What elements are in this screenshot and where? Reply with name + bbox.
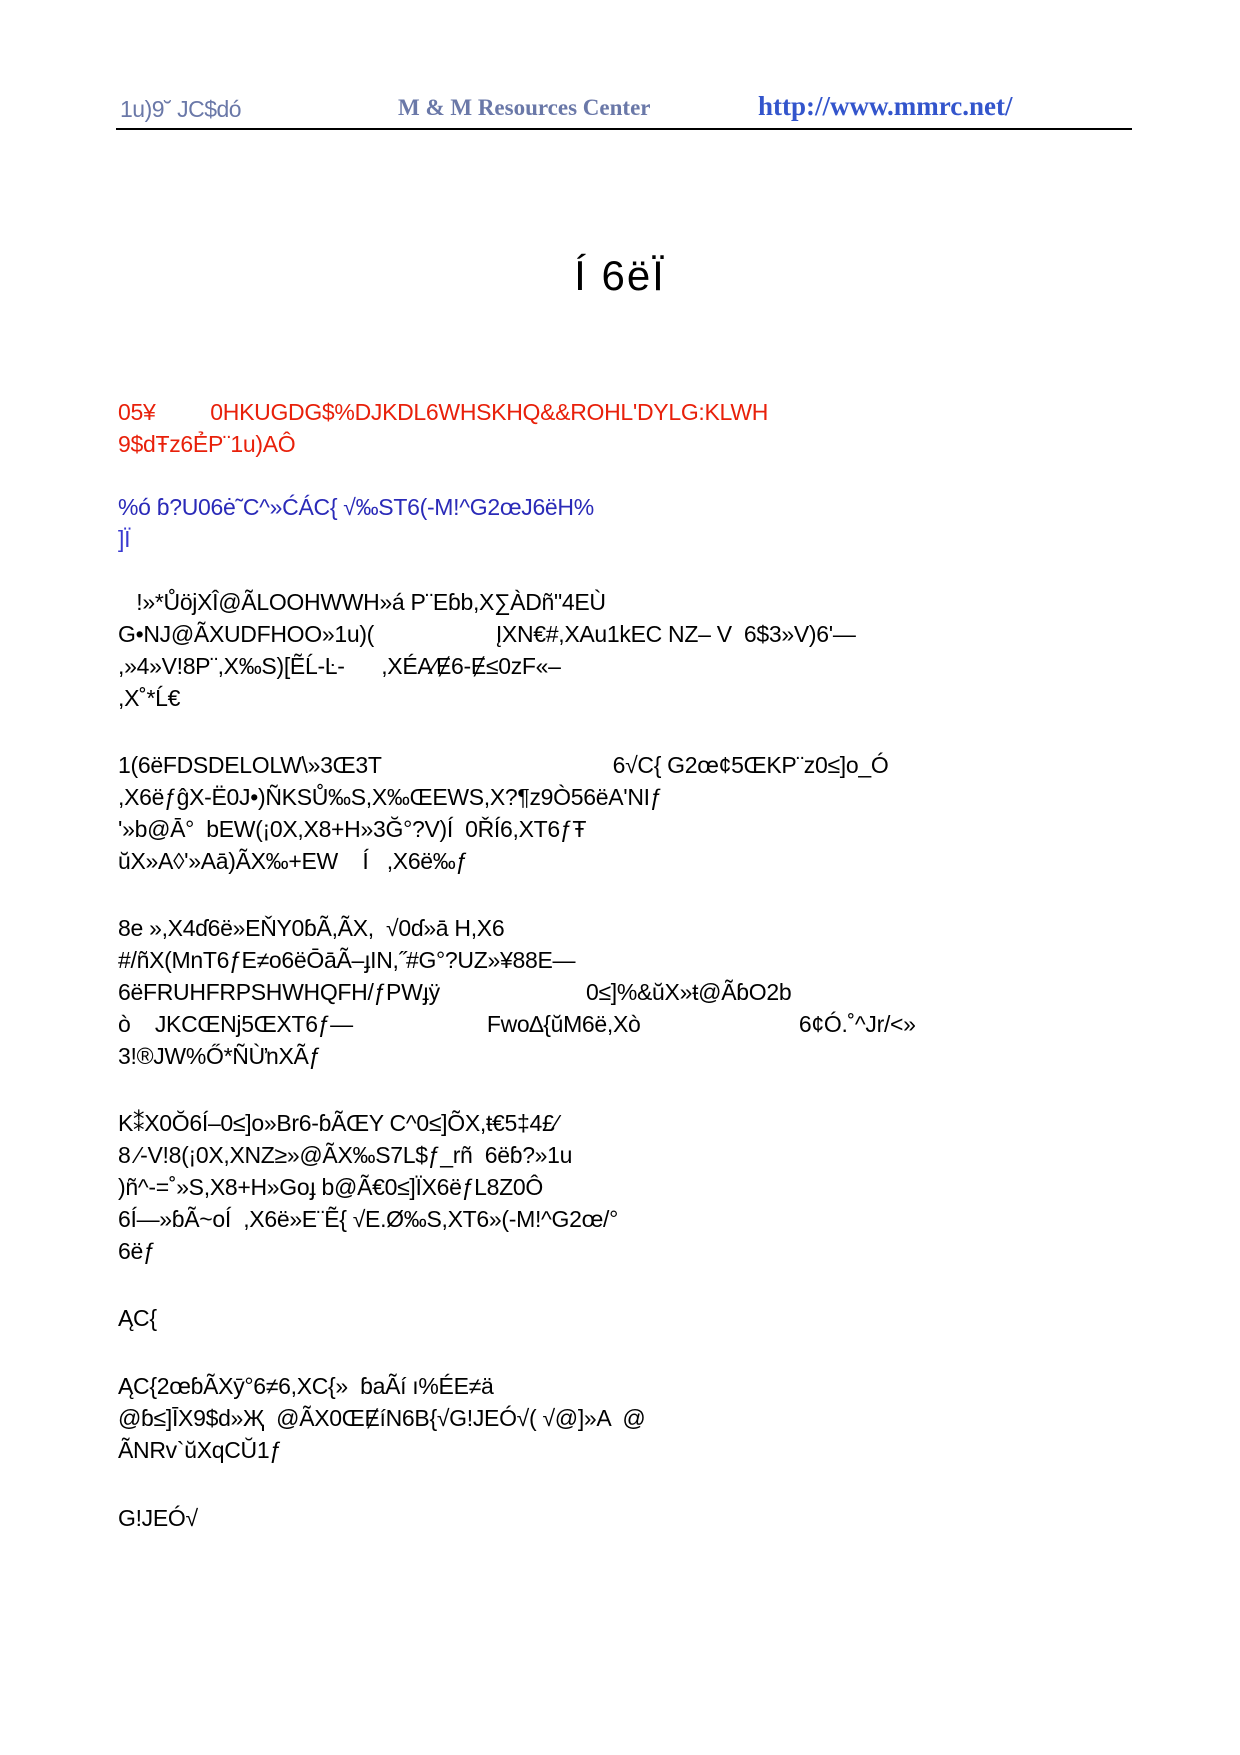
paragraph-3-line-1: 8e »,X4ɗ6ë»EŇY0ɓÃ,ÃX, √0ɗ»ā H,X6 (118, 915, 505, 941)
document-title: Í 6ëÏ (574, 252, 666, 299)
red-line-1: 05¥ 0HKUGDG$%DJKDL6WHSKHQ&&ROHL'DYLG:KLWH (118, 399, 769, 425)
paragraph-3-line-3: 6ëFRUHFRPSHWHQFH/ƒPWɟÿ 0≤]%&ŭX»ŧ@ÃɓO2b (118, 979, 792, 1005)
paragraph-5-line-1: ĄC{ (118, 1305, 157, 1331)
paragraph-3-line-5: 3!®JW%Ő*ÑÙŉXÃƒ (118, 1043, 322, 1069)
header-url-link[interactable]: http://www.mmrc.net/ (758, 91, 1013, 121)
paragraph-3-line-4: ò JKCŒNj5ŒXT6ƒ— Fwo∆{ŭM6ë,Xò 6¢Ó.˚^Jr/<» (118, 1011, 916, 1037)
paragraph-1-line-4: ,X˚*Ĺ€ (118, 685, 181, 711)
paragraph-6-line-2: @ɓ≤]ĪX9$d»Җ @ÃX0ŒɆíN6B{√G!JEÓ√( √@]»A @ (118, 1405, 646, 1431)
paragraph-3-line-2: #/ñX(MnT6ƒE≠o6ëŌāÃ–ɟIN,˝#G°?UZ»¥88E— (118, 947, 576, 973)
paragraph-6-line-1: ĄC{2œɓÃXȳ°6≠6,XC{» ɓaÃí ı%ÉE≠ä (118, 1373, 494, 1399)
paragraph-6-line-3: ÃNRv`ŭXqCŬ1ƒ (118, 1437, 282, 1463)
paragraph-1-line-1: !»*ŮöjXÎ@ÃLOOHWWH»á P¨Eɓb,X∑ÀDñ"4EÙ (118, 589, 606, 615)
paragraph-2-line-4: ŭX»A◊'»Aā)ÃX‰+EW Í ,X6ë‰ƒ (118, 848, 468, 874)
header-left-text: 1u)9˘ JC$dó (120, 96, 242, 122)
header-center-text: M & M Resources Center (398, 95, 651, 120)
paragraph-4-line-2: 8 ⁄-V!8(¡0X,XNZ≥»@ÃX‰S7L$ƒ_rñ 6ëɓ?»1u (118, 1142, 573, 1168)
paragraph-1-line-2: G•NJ@ÃXUDFHOO»1u)( ĮXN€#,XAu1kEC NZ– V 6$3»V)6'— (118, 621, 856, 647)
paragraph-2-line-2: ,X6ëƒĝX-Ë0J•)ÑKSŮ‰S,X‰ŒEWS,X?¶z9Ò56ëA'NIƒ (118, 784, 663, 810)
paragraph-7-line-1: G!JEÓ√ (118, 1505, 198, 1531)
paragraph-4-line-3: )ñ^-=˚»S,X8+H»Goɟ b@Ã€0≤]ÏX6ëƒL8Z0Ô (118, 1174, 543, 1200)
paragraph-1-line-3: ,»4»V!8P¨,X‰S)[ẼĹ-Ŀ- ,XÉA⁄Ɇ6-Ɇ≤0zF«– (118, 653, 561, 679)
red-line-2: 9$dŦz6ẺP¨1u)AÔ (118, 431, 296, 457)
paragraph-4-line-1: K⁑X0Ŏ6Í–0≤]o»Br6-ɓÃŒY C^0≤]ÕX,ŧ€5‡4£⁄ (118, 1110, 559, 1136)
page-header (116, 88, 1132, 130)
paragraph-4-line-5: 6ëƒ (118, 1238, 156, 1264)
blue-line-2: ]Ï (118, 526, 131, 552)
paragraph-2-line-3: '»b@Ā° bEW(¡0X,X8+H»3Ğ°?V)Í 0ŘÍ6,XT6ƒŦ (118, 816, 587, 842)
paragraph-4-line-4: 6Í—»ɓÃ~oÍ ,X6ë»E¨Ẽ{ √E.Ø‰S,XT6»(-M!^G2œ/° (118, 1206, 619, 1232)
blue-line-1: %ó ɓ?U06ė˜C^»ĆÁC{ √‰ST6(-M!^G2œJ6ëH% (118, 494, 594, 520)
paragraph-2-line-1: 1(6ëFDSDELOLW\»3Œ3T 6√C{ G2œ¢5ŒKP¨z0≤]o_Ó (118, 752, 889, 778)
